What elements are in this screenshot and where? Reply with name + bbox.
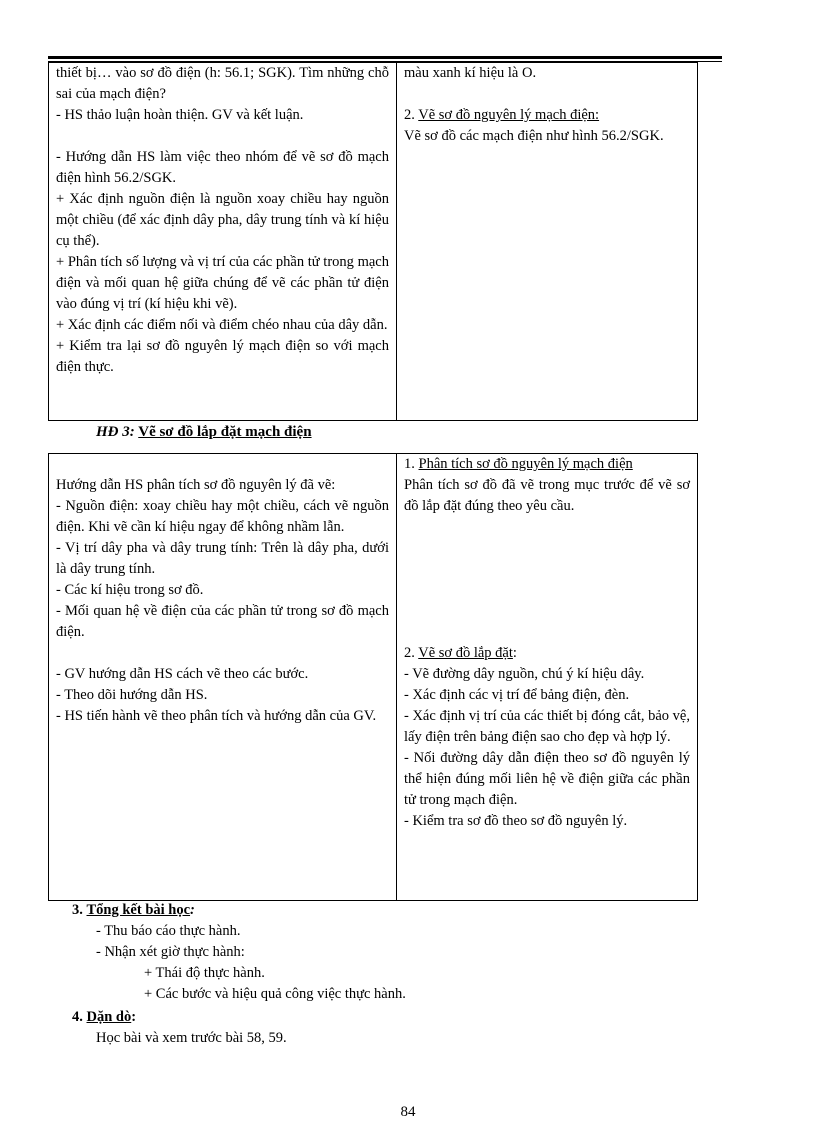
table2-left-a2: - Vị trí dây pha và dây trung tính: Trên là dây pha, dưới là dây trung tính. <box>56 540 389 577</box>
section3-heading <box>72 900 195 921</box>
table2-left-a0: Hướng dẫn HS phân tích sơ đồ nguyên lý đã vẽ: <box>56 477 336 493</box>
section3-colon: : <box>190 902 195 918</box>
table1-left-p3: - Hướng dẫn HS làm việc theo nhóm để vẽ sơ đồ mạch điện hình 56.2/SGK. <box>56 149 389 186</box>
table2-right-i0: - Vẽ đường dây nguồn, chú ý kí hiệu dây. <box>404 666 645 682</box>
page-number: 84 <box>400 1104 416 1120</box>
table2-left-a4: - Mối quan hệ về điện của các phần tử trong sơ đồ mạch điện. <box>56 603 389 640</box>
table1-right-blank <box>404 84 690 105</box>
table2-right-h2-num: 2. <box>404 645 415 661</box>
section3-item-2: + Thái độ thực hành. <box>144 965 265 981</box>
table2-right-i2: - Xác định vị trí của các thiết bị đóng cắt, bảo vệ, lấy điện trên bảng điện sao cho đẹp và hợp lý. <box>404 708 690 745</box>
table1-left-p1: - HS thảo luận hoàn thiện. GV và kết luận. <box>56 107 304 123</box>
table1-right-heading-num: 2. <box>404 107 415 123</box>
table2-right-cell <box>397 454 698 901</box>
table2-right-h1-text: Phân tích sơ đồ nguyên lý mạch điện <box>418 456 633 472</box>
table1-left-p4: + Xác định nguồn điện là nguồn xoay chiều hay nguồn một chiều (để xác định dây pha, dây trung tính và kí hiệu cụ thể). <box>56 191 389 249</box>
table2-right-h2-text: Vẽ sơ đồ lắp đặt <box>418 645 513 661</box>
table2-left-mid-blank <box>56 643 389 664</box>
activity-table-1 <box>48 62 698 421</box>
table1-left-p6: + Xác định các điểm nối và điểm chéo nhau của dây dẫn. <box>56 317 388 333</box>
table1-left-blank <box>56 126 389 147</box>
table2-right-p1: Phân tích sơ đồ đã vẽ trong mục trước để vẽ sơ đồ lắp đặt đúng theo yêu cầu. <box>404 477 690 514</box>
table1-left-p5: + Phân tích số lượng và vị trí của các phần tử trong mạch điện và mối quan hệ giữa chúng để vẽ các phần tử điện vào đúng vị trí (kí hiệu khi vẽ). <box>56 254 389 312</box>
section4-num: 4. <box>72 1009 83 1025</box>
section4-title: Dặn dò <box>86 1009 132 1025</box>
table1-right-top: màu xanh kí hiệu là O. <box>404 65 537 81</box>
table2-left-b2: - HS tiến hành vẽ theo phân tích và hướng dẫn của GV. <box>56 708 377 724</box>
section4-heading <box>72 1007 136 1028</box>
table2-left-top-blank <box>56 454 389 475</box>
section3-num: 3. <box>72 902 83 918</box>
table1-left-p7: + Kiểm tra lại sơ đồ nguyên lý mạch điện so với mạch điện thực. <box>56 338 389 375</box>
table2-right-i1: - Xác định các vị trí để bảng điện, đèn. <box>404 687 630 703</box>
table1-right-heading-text: Vẽ sơ đồ nguyên lý mạch điện: <box>418 107 600 123</box>
section3-item-0: - Thu báo cáo thực hành. <box>96 923 241 939</box>
section3-title: Tổng kết bài học <box>86 902 191 918</box>
section3-item-3: + Các bước và hiệu quả công việc thực hành. <box>144 986 406 1002</box>
table2-right-h1 <box>404 454 690 475</box>
table2-right-h2-colon: : <box>512 645 517 661</box>
table2-right-spacer <box>404 517 690 643</box>
header-rule-thick <box>48 56 722 59</box>
table2-left-b1: - Theo dõi hướng dẫn HS. <box>56 687 208 703</box>
section4-colon: : <box>131 1009 137 1025</box>
hd3-label: HĐ 3: <box>96 424 135 440</box>
table2-left-b0: - GV hướng dẫn HS cách vẽ theo các bước. <box>56 666 309 682</box>
hd3-title: Vẽ sơ đồ lắp đặt mạch điện <box>138 424 312 440</box>
table2-right-h2 <box>404 643 690 664</box>
hd3-heading <box>96 424 312 441</box>
table1-left-p0: thiết bị… vào sơ đồ điện (h: 56.1; SGK). Tìm những chỗ sai của mạch điện? <box>56 65 389 102</box>
table1-right-cell <box>397 63 698 421</box>
table2-left-cell <box>49 454 397 901</box>
table1-left-cell <box>49 63 397 421</box>
table2-left-a3: - Các kí hiệu trong sơ đồ. <box>56 582 204 598</box>
activity-table-2 <box>48 453 698 901</box>
table2-right-i3: - Nối đường dây dẫn điện theo sơ đồ nguyên lý thể hiện đúng mối liên hệ về điện giữa các phần tử trong mạch điện. <box>404 750 690 808</box>
table2-left-a1: - Nguồn điện: xoay chiều hay một chiều, cách vẽ nguồn điện. Khi vẽ cần kí hiệu ngay để không nhầm lẫn. <box>56 498 389 535</box>
table1-right-heading <box>404 105 690 126</box>
table2-right-h1-num: 1. <box>404 456 415 472</box>
section4-text: Học bài và xem trước bài 58, 59. <box>96 1030 287 1046</box>
table1-right-body: Vẽ sơ đồ các mạch điện như hình 56.2/SGK. <box>404 128 664 144</box>
section3-item-1: - Nhận xét giờ thực hành: <box>96 944 245 960</box>
table2-right-i4: - Kiểm tra sơ đồ theo sơ đồ nguyên lý. <box>404 813 628 829</box>
